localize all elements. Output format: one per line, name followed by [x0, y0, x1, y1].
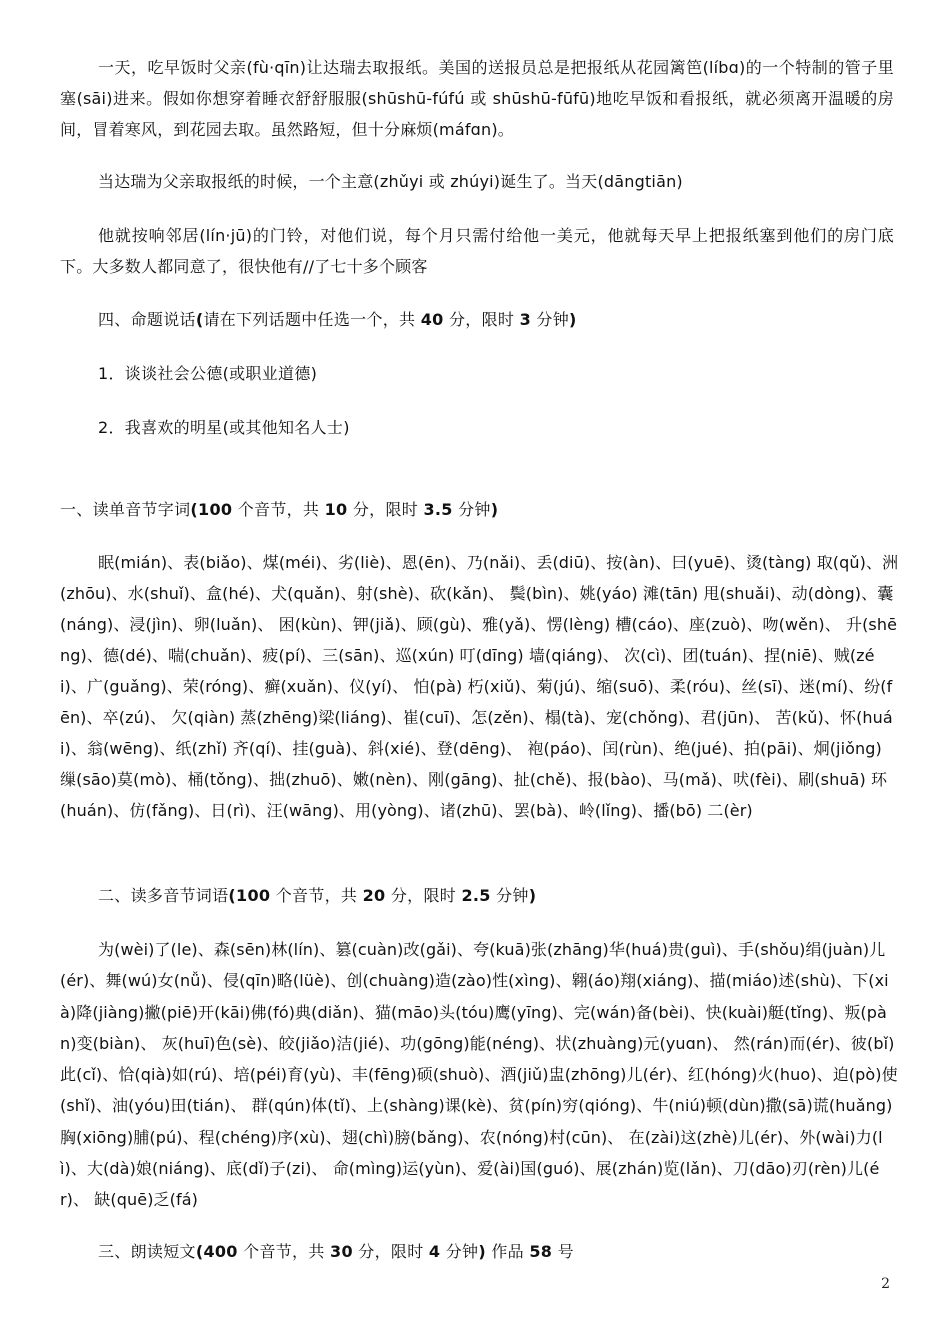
section2-title-text-a: 个音节，共	[275, 886, 363, 905]
section3-work-label: 作品	[485, 1242, 530, 1261]
section1-title-prefix: 一、读单音节字词	[60, 500, 191, 519]
section2-title-text-c: 分钟	[490, 886, 529, 905]
passage-paragraph-3: 他就按响邻居(lín·jū)的门铃，对他们说，每个月只需付给他一美元，他就每天早上把报纸塞到他们的房门底下。大多数人都同意了，很快他有//了七十多个顾客	[60, 226, 894, 276]
page-number: 2	[881, 1276, 890, 1292]
section1-word-list: 眠(mián)、表(biǎo)、煤(méi)、劣(liè)、恩(ēn)、乃(nǎi)、丢(diū)、按(àn)、曰(yuē)、烫(tàng) 取(qǔ)、洲(zhōu)、水(shuǐ)、盒(hé)、犬(quǎn)、射(shè)、砍(kǎn)、 鬓(bìn)、姚(yáo) 滩(tān) 甩(shuǎi)、动(dòng)、囊(náng)、浸(jìn)、卵(luǎn)、 困(kùn)、钾(jiǎ)、顾(gù)、雅(yǎ)、愣(lèng) 槽(cáo)、座(zuò)、吻(wěn)、 升(shēng)、德(dé)、喘(chuǎn)、疲(pí)、三(sān)、巡(xún) 叮(dīng) 墙(qiáng)、 次(cì)、团(tuán)、捏(niē)、贼(zéi)、广(guǎng)、荣(róng)、癣(xuǎn)、仪(yí)、 怕(pà) 朽(xiǔ)、菊(jú)、缩(suō)、柔(róu)、丝(sī)、迷(mí)、纷(fēn)、卒(zú)、 欠(qiàn) 蒸(zhēng)梁(liáng)、崔(cuī)、怎(zěn)、榻(tà)、宠(chǒng)、君(jūn)、 苦(kǔ)、怀(huái)、翁(wēng)、纸(zhǐ) 齐(qí)、挂(guà)、斜(xié)、登(dēng)、 袍(páo)、闰(rùn)、绝(jué)、拍(pāi)、炯(jiǒng) 缫(sāo)莫(mò)、桶(tǒng)、拙(zhuō)、嫩(nèn)、刚(gāng)、扯(chě)、报(bào)、马(mǎ)、吠(fèi)、刷(shuā) 环(huán)、仿(fǎng)、日(rì)、汪(wāng)、用(yòng)、诸(zhū)、罢(bà)、岭(lǐng)、播(bō) 二(èr)	[60, 553, 899, 820]
section1-syllable-count: 100	[198, 500, 233, 519]
section2-syllable-count: 100	[236, 886, 271, 905]
section4-title-prefix: 四、命题说话	[98, 310, 196, 329]
section3-work-number: 58	[529, 1242, 553, 1261]
section3-title-text-a: 个音节，共	[243, 1242, 331, 1261]
section3-title-text-c: 分钟	[440, 1242, 479, 1261]
section3-time: 4	[428, 1242, 441, 1261]
section2-title-text-b: 分，限时	[385, 886, 462, 905]
section1-title-text-b: 分，限时	[347, 500, 424, 519]
section1-title: 一、读单音节字词(100 个音节，共 10 分，限时 3.5 分钟)	[60, 500, 499, 519]
section4-score: 40	[420, 310, 444, 329]
section3-title-text-b: 分，限时	[352, 1242, 429, 1261]
section2-time: 2.5	[461, 886, 491, 905]
section1-title-text-a: 个音节，共	[237, 500, 325, 519]
section3-score: 30	[330, 1242, 353, 1261]
section2-word-list: 为(wèi)了(le)、森(sēn)林(lín)、篡(cuàn)改(gǎi)、夸(kuā)张(zhāng)华(huá)贵(guì)、手(shǒu)绢(juàn)儿(ér)、舞(wú)女(nǚ)、侵(qīn)略(lüè)、创(chuàng)造(zào)性(xìng)、翱(áo)翔(xiáng)、描(miáo)述(shù)、下(xià)降(jiàng)撇(piē)开(kāi)佛(fó)典(diǎn)、猫(māo)头(tóu)鹰(yīng)、完(wán)备(bèi)、快(kuài)艇(tǐng)、叛(pàn)变(biàn)、 灰(huī)色(sè)、皎(jiǎo)洁(jié)、功(gōng)能(néng)、状(zhuàng)元(yuɑn)、 然(rán)而(ér)、彼(bǐ)此(cǐ)、恰(qià)如(rú)、培(péi)育(yù)、丰(fēng)硕(shuò)、酒(jiǔ)盅(zhōng)儿(ér)、红(hóng)火(huo)、迫(pò)使(shǐ)、油(yóu)田(tián)、 群(qún)体(tǐ)、上(shàng)课(kè)、贫(pín)穷(qióng)、牛(niú)顿(dùn)撒(sā)谎(huǎng)胸(xiōng)脯(pú)、程(chéng)序(xù)、翅(chì)膀(bǎng)、农(nóng)村(cūn)、 在(zài)这(zhè)儿(ér)、外(wài)力(lì)、大(dà)娘(niáng)、底(dǐ)子(zi)、 命(mìng)运(yùn)、爱(ài)国(guó)、展(zhán)览(lǎn)、刀(dāo)刃(rèn)儿(ér)、 缺(quē)乏(fá)	[60, 940, 898, 1210]
section3-syllable-count: 400	[203, 1242, 238, 1261]
passage-paragraph-2: 当达瑞为父亲取报纸的时候，一个主意(zhǔyi 或 zhúyi)诞生了。当天(dāngtiān)	[98, 172, 683, 191]
section1-score: 10	[324, 500, 348, 519]
section2-score: 20	[362, 886, 386, 905]
section2-title: 二、读多音节词语(100 个音节，共 20 分，限时 2.5 分钟)	[98, 886, 537, 905]
section1-time: 3.5	[423, 500, 453, 519]
section3-work-suffix: 号	[552, 1242, 574, 1261]
section3-title: 三、朗读短文(400 个音节，共 30 分，限时 4 分钟) 作品 58 号	[98, 1242, 574, 1261]
section4-title-text-c: 分钟	[531, 310, 570, 329]
passage-paragraph-1: 一天，吃早饭时父亲(fù·qīn)让达瑞去取报纸。美国的送报员总是把报纸从花园篱笆(líbɑ)的一个特制的管子里塞(sāi)进来。假如你想穿着睡衣舒舒服服(shūshū-fúfú 或 shūshū-fūfū)地吃早饭和看报纸，就必须离开温暖的房间，冒着寒风，到花园去取。虽然路短，但十分麻烦(máfɑn)。	[60, 58, 894, 139]
section1-title-text-c: 分钟	[452, 500, 491, 519]
section4-title-text-b: 分，限时	[443, 310, 520, 329]
section2-title-prefix: 二、读多音节词语	[98, 886, 229, 905]
topic-item-2: 2．我喜欢的明星(或其他知名人士)	[98, 418, 350, 437]
section4-title-text-a: 请在下列话题中任选一个，共	[203, 310, 421, 329]
section3-title-prefix: 三、朗读短文	[98, 1242, 196, 1261]
section4-title: 四、命题说话(请在下列话题中任选一个，共 40 分，限时 3 分钟)	[98, 310, 577, 329]
section4-time: 3	[519, 310, 532, 329]
topic-item-1: 1．谈谈社会公德(或职业道德)	[98, 364, 318, 383]
